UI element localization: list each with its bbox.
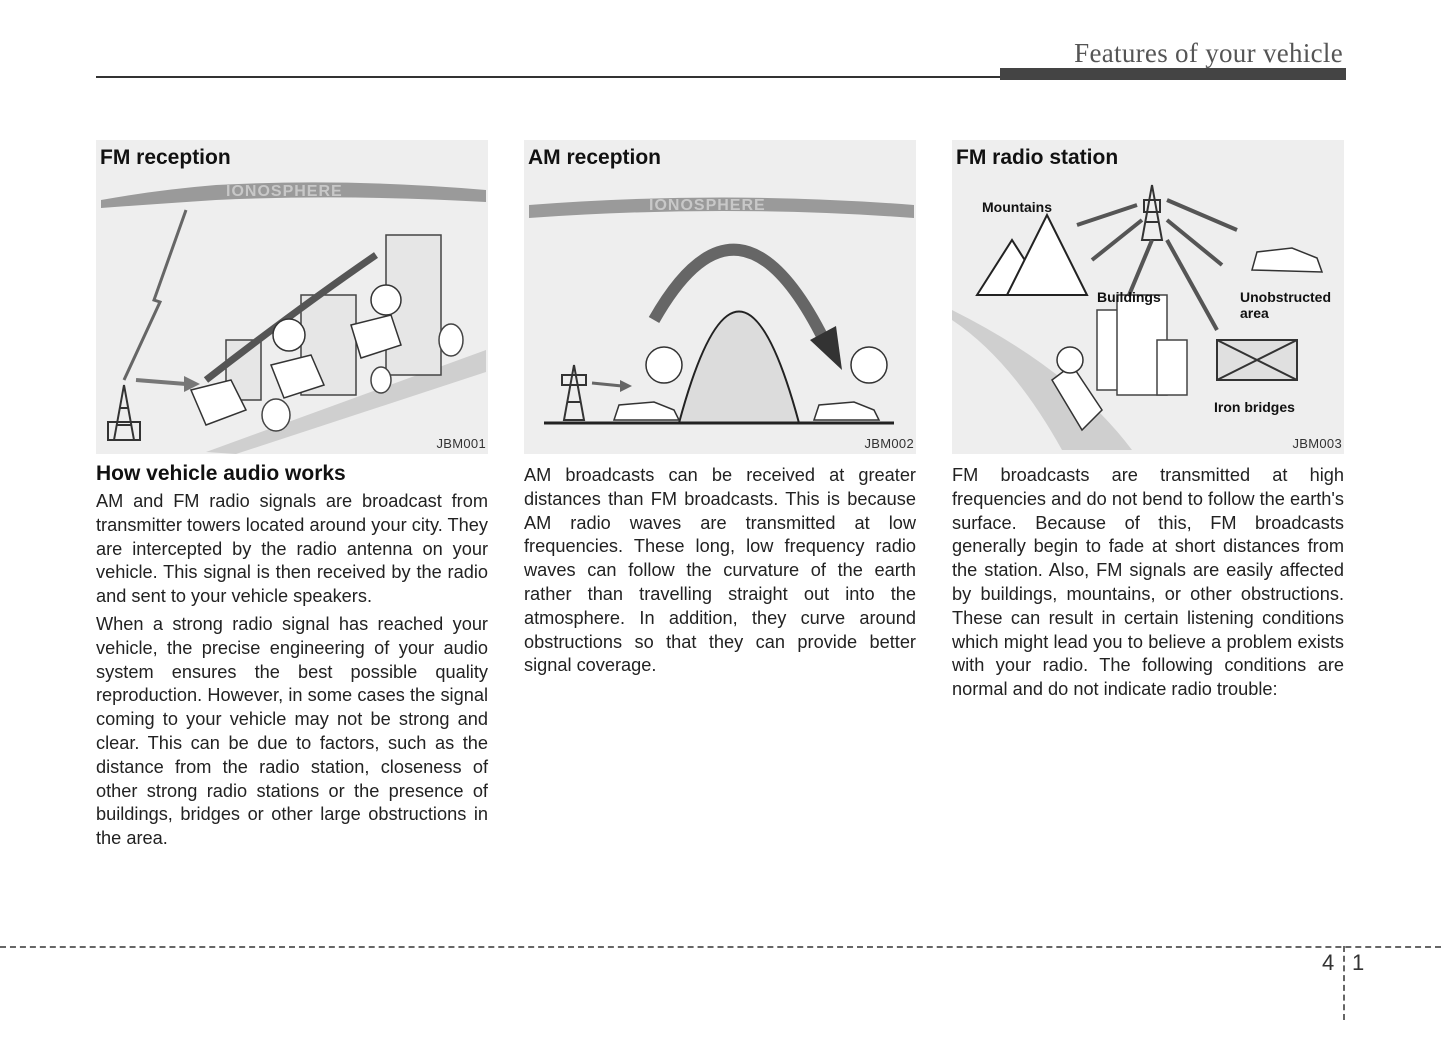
figure-title: FM radio station (956, 146, 1119, 169)
mountain (679, 312, 799, 424)
static-speech-bubble (273, 319, 305, 351)
radio-speech-bubble (646, 347, 682, 383)
ionosphere-label: IONOSPHERE (649, 197, 766, 214)
paragraph: FM broadcasts are transmitted at high frequencies and do not bend to follow the earth's surface. Because of this, FM broadcasts generally begin to fade at short distances from the station. Also, FM signals are easily affected by buildings, mountains, or other obstructions. These can result in certain listening conditions which might lead you to believe a problem exists with your radio. The following conditions are normal and do not indicate radio trouble: (952, 465, 1344, 700)
figure-am-reception (524, 140, 916, 454)
label-unobstructed: Unobstructed (1240, 289, 1331, 305)
label-iron-bridges: Iron bridges (1214, 399, 1295, 415)
footer-rule (0, 946, 1441, 948)
transmitter-tower-icon (108, 385, 140, 440)
label-buildings: Buildings (1097, 289, 1161, 305)
figure-fm-reception (96, 140, 488, 454)
chapter-number: 4 (1322, 950, 1335, 975)
column-1 (96, 140, 488, 855)
label-mountains: Mountains (982, 199, 1052, 215)
transmitter-tower-icon (1142, 185, 1162, 240)
header-title: Features of your vehicle (1074, 38, 1343, 68)
signal-arrow (136, 380, 186, 384)
column-2 (524, 140, 916, 682)
paragraph: AM broadcasts can be received at greater distances than FM broadcasts. This is because AM radio waves are transmitted at low frequencies. These long, low frequency radio waves can follow the curvature of the earth rather than travelling straight out into the atmosphere. In addition, they curve around obstructions so that they can provide better signal coverage. (524, 465, 916, 676)
signal-bolt (124, 210, 186, 380)
header-bar (1000, 68, 1346, 80)
radio-speech-bubble (371, 285, 401, 315)
figure-fm-radio-station (952, 140, 1344, 454)
paragraph: When a strong radio signal has reached your vehicle, the precise engineering of your audio system ensures the best possible quality reproduction. However, in some cases the signal coming to your vehicle may not be strong and clear. This can be due to factors, such as the distance from the radio station, closeness of other strong radio stations or the presence of buildings, bridges or other large obstructions in the area. (96, 613, 488, 849)
figure-title: AM reception (528, 146, 662, 169)
buildings (226, 235, 441, 400)
transmitter-tower-icon (562, 365, 586, 420)
question-speech-bubble (1057, 347, 1083, 373)
ionosphere-label: IONOSPHERE (226, 183, 343, 200)
figure-code: JBM001 (436, 436, 486, 451)
column-3 (952, 140, 1344, 706)
am-reception-illustration (524, 140, 916, 454)
mountain (977, 215, 1087, 295)
figure-title: FM reception (100, 146, 231, 169)
fm-reception-illustration (96, 140, 488, 454)
label-unobstructed-area: area (1240, 305, 1269, 321)
buildings (1097, 295, 1187, 395)
figure-code: JBM002 (864, 436, 914, 451)
signal-arrow (592, 383, 622, 386)
section-heading: How vehicle audio works (96, 462, 346, 485)
page-number: 1 (1352, 950, 1365, 975)
page-number-separator (1343, 946, 1345, 1020)
paragraph: AM and FM radio signals are broadcast from transmitter towers located around your city. They are intercepted by the radio antenna on your vehicle. This signal is then received by the radio and sent to your vehicle speakers. (96, 491, 488, 607)
figure-code: JBM003 (1292, 436, 1342, 451)
header-rule (96, 76, 1000, 78)
iron-bridge-icon (1217, 340, 1297, 380)
fm-radio-station-illustration (952, 140, 1344, 454)
radio-speech-bubble (851, 347, 887, 383)
